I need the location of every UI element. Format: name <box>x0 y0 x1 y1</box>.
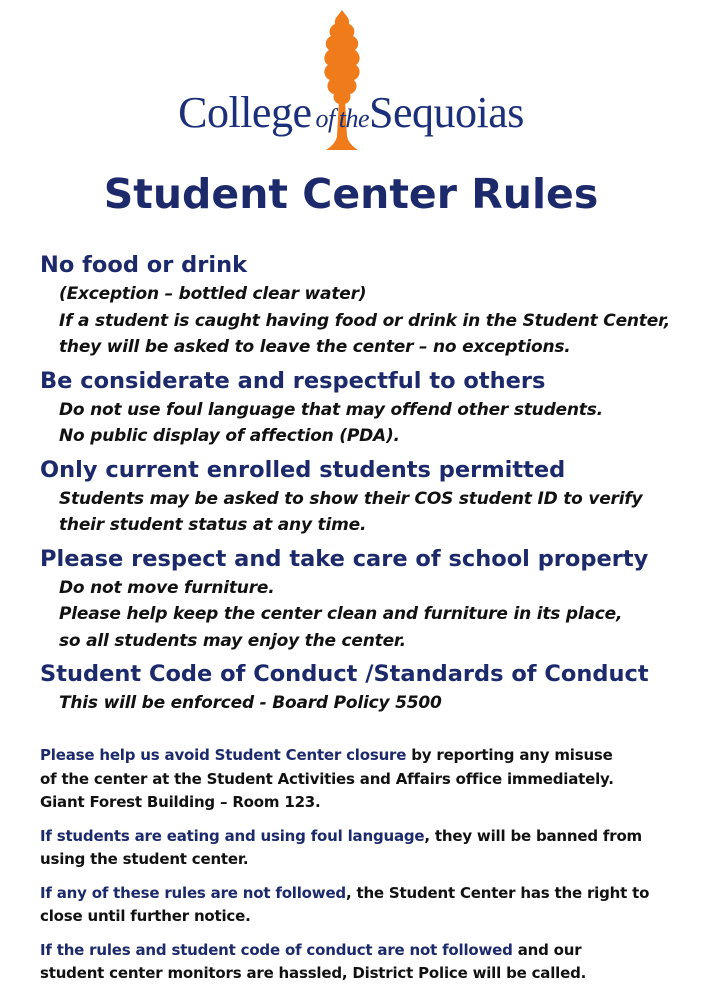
notice-highlight: If any of these rules are not followed <box>40 883 346 902</box>
rule-detail: Do not use foul language that may offend other students. <box>59 399 603 420</box>
notice-highlight: Please help us avoid Student Center closure <box>40 746 407 764</box>
rule-item <box>40 365 690 450</box>
rule-detail: No public display of affection (PDA). <box>59 426 400 446</box>
rule-item <box>40 658 690 717</box>
rule-item <box>40 543 690 655</box>
rule-item <box>40 249 690 361</box>
notice-line: of the center at the Student Activities and Affairs office immediately. <box>40 769 614 788</box>
wordmark-the: the <box>338 104 369 133</box>
notice-line <box>40 825 680 849</box>
rule-detail: If a student is caught having food or drink in the Student Center, <box>59 310 671 331</box>
page-title: Student Center Rules <box>103 170 599 218</box>
wordmark-sequoias: Sequoias <box>368 88 524 137</box>
notice-item <box>40 744 680 815</box>
notice-line: Giant Forest Building – Room 123. <box>40 793 321 811</box>
notice-highlight: If students are eating and using foul language <box>40 826 425 845</box>
rule-detail: This will be enforced - Board Policy 5500 <box>59 693 442 713</box>
notice-item <box>40 825 680 872</box>
notice-line <box>40 939 680 963</box>
rule-detail: their student status at any time. <box>59 515 367 535</box>
rule-heading: Please respect and take care of school property <box>40 545 649 572</box>
notice-text: and our <box>512 940 582 959</box>
notice-highlight: If the rules and student code of conduct are not followed <box>40 940 513 959</box>
college-logo <box>0 0 702 160</box>
notice-item <box>40 882 680 929</box>
rule-detail: they will be asked to leave the center – no exceptions. <box>59 337 571 357</box>
wordmark-college: College <box>178 88 312 137</box>
rules-list <box>40 249 690 721</box>
rule-detail: Please help keep the center clean and furniture in its place, <box>59 604 623 624</box>
notice-line <box>40 882 680 906</box>
notice-line: student center monitors are hassled, District Police will be called. <box>40 964 587 982</box>
rule-heading: Only current enrolled students permitted <box>40 456 566 483</box>
rule-heading: Student Code of Conduct /Standards of Conduct <box>40 661 649 687</box>
notice-text: , they will be banned from <box>424 826 642 845</box>
rule-detail: Students may be asked to show their COS student ID to verify <box>59 488 643 509</box>
wordmark-of: of <box>315 104 335 133</box>
rule-heading: Be considerate and respectful to others <box>40 367 546 394</box>
notice-text: , the Student Center has the right to <box>345 883 650 902</box>
notice-line: using the student center. <box>40 850 249 868</box>
notices-section <box>40 744 680 996</box>
rule-heading: No food or drink <box>40 252 248 278</box>
rule-detail: (Exception – bottled clear water) <box>59 284 367 304</box>
rule-detail: so all students may enjoy the center. <box>59 630 406 651</box>
rule-item <box>40 454 690 539</box>
notice-line <box>40 744 680 768</box>
notice-text: by reporting any misuse <box>406 746 613 764</box>
rule-detail: Do not move furniture. <box>59 577 275 598</box>
college-name-wordmark <box>0 88 702 144</box>
notice-line: close until further notice. <box>40 907 251 925</box>
notice-item <box>40 939 680 986</box>
